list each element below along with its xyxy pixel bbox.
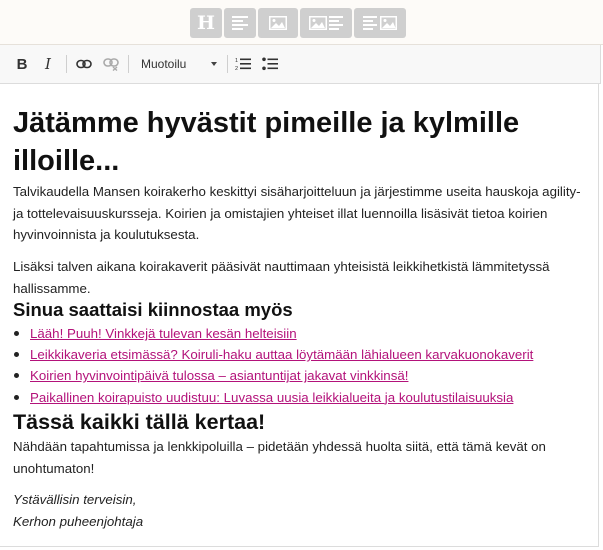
heading-icon: H [197, 12, 215, 34]
format-toolbar [0, 45, 601, 84]
image-text-icon [309, 16, 343, 30]
list-item [13, 344, 588, 365]
related-heading: Sinua saattaisi kiinnostaa myös [13, 299, 293, 320]
editor-content[interactable] [0, 84, 599, 547]
heading-block-button[interactable] [190, 8, 222, 38]
paragraph-block-button[interactable] [224, 8, 256, 38]
link-icon [76, 59, 92, 69]
bullet-dot [14, 395, 19, 400]
block-toolbar [0, 0, 603, 45]
bullet-dot [14, 352, 19, 357]
toolbar-separator [66, 55, 67, 73]
second-paragraph: Lisäksi talven aikana koirakaverit pääsivät nauttimaan yhteisistä leikkihetkistä lämmitetyssä hallissamme. [13, 259, 550, 296]
bold-icon: B [16, 55, 28, 73]
svg-text:1: 1 [235, 58, 239, 64]
bullet-list-icon [262, 57, 278, 71]
image-text-block-button[interactable] [300, 8, 352, 38]
paragraph-icon [232, 16, 248, 30]
toolbar-separator [227, 55, 228, 73]
list-item [13, 323, 588, 344]
chevron-down-icon [211, 62, 217, 66]
list-item [13, 365, 588, 386]
unlink-button[interactable] [99, 52, 123, 76]
related-link[interactable]: Koirien hyvinvointipäivä tulossa – asiantuntijat jakavat vinkkinsä! [30, 368, 409, 384]
signature-greeting: Ystävällisin terveisin, [13, 492, 137, 507]
intro-paragraph: Talvikaudella Mansen koirakerho keskittyi sisäharjoitteluun ja järjestimme useita hauskoja agility- ja tottelevaisuuskursseja. Koirien ja omistajien yhteiset illat luennoilla lisäsivät tietoa koirien hyvinvoinnista ja koulutuksesta. [13, 184, 581, 242]
ordered-list-icon [235, 57, 251, 71]
closing-paragraph: Nähdään tapahtumissa ja lenkkipoluilla – pidetään yhdessä huolta siitä, että tämä kevät on unohtumaton! [13, 439, 546, 476]
list-item [13, 387, 588, 408]
bold-button[interactable] [10, 52, 34, 76]
bullet-dot [14, 373, 19, 378]
italic-icon: I [45, 55, 51, 73]
ordered-list-button[interactable] [231, 52, 255, 76]
bullet-dot [14, 331, 19, 336]
signature-name: Kerhon puheenjohtaja [13, 513, 144, 529]
image-block-button[interactable] [258, 8, 298, 38]
article-title: Jätämme hyvästit pimeille ja kylmille illoille... [13, 107, 520, 177]
closing-heading: Tässä kaikki tällä kertaa! [13, 410, 266, 434]
format-select[interactable] [133, 52, 223, 76]
related-links-list [13, 323, 588, 408]
italic-button[interactable] [36, 52, 60, 76]
text-image-block-button[interactable] [354, 8, 406, 38]
related-link[interactable]: Leikkikaveria etsimässä? Koiruli-haku auttaa löytämään lähialueen karvakuonokaverit [30, 347, 534, 363]
svg-text:2: 2 [235, 66, 239, 71]
related-link[interactable]: Paikallinen koirapuisto uudistuu: Luvassa uusia leikkialueita ja koulutustilaisuuksia [30, 389, 514, 405]
toolbar-separator [128, 55, 129, 73]
related-link[interactable]: Lääh! Puuh! Vinkkejä tulevan kesän helteisiin [30, 326, 297, 341]
text-image-icon [363, 16, 397, 30]
bullet-list-button[interactable] [258, 52, 282, 76]
unlink-icon [103, 57, 119, 71]
signature [13, 489, 143, 532]
format-select-label: Muotoilu [141, 57, 187, 71]
link-button[interactable] [72, 52, 96, 76]
image-icon [269, 16, 287, 30]
